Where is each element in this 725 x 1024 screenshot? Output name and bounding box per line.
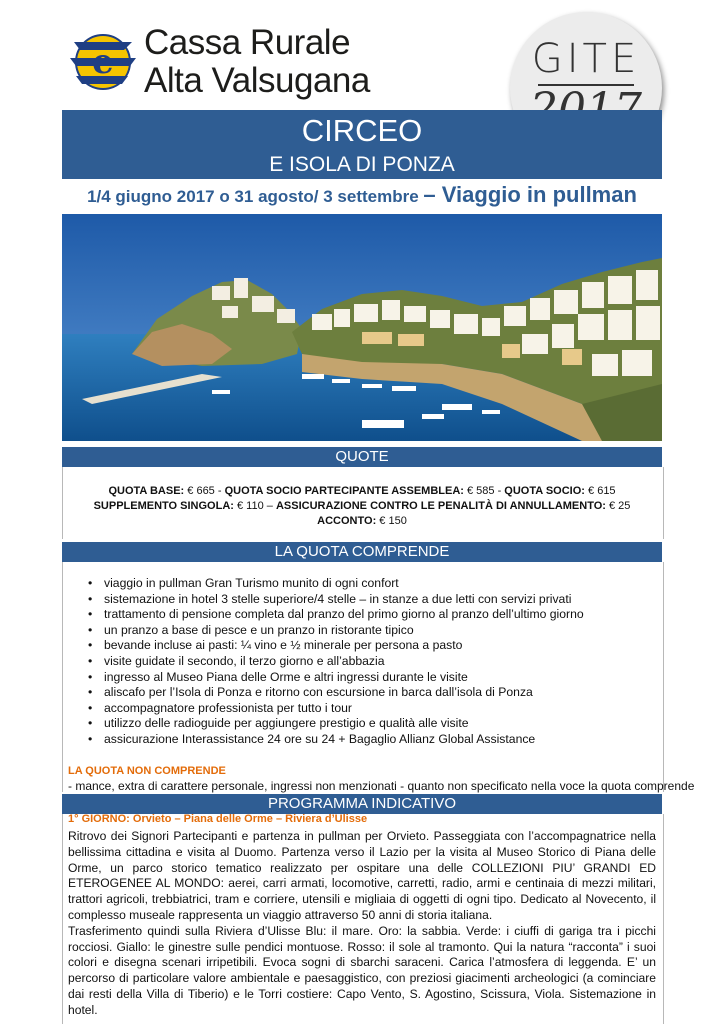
quota-assemblea-value: € 585 - [463,485,505,497]
assicurazione-value: € 25 [605,500,631,512]
supplemento-value: € 110 – [233,500,276,512]
supplemento-label: SUPPLEMENTO SINGOLA: [93,500,234,512]
quota-socio-label: QUOTA SOCIO: [504,485,585,497]
list-item: • trattamento di pensione completa dal pranzo del primo giorno al pranzo dell’ultimo giorno [88,607,584,623]
badge-gite: GITE [531,36,641,82]
list-item: • visite guidate il secondo, il terzo giorno e all’abbazia [88,654,584,670]
non-comprende-text: - mance, extra di carattere personale, ingressi non menzionati - quanto non specificato nella voce la quota comprende [68,779,695,793]
list-item: • bevande incluse ai pasti: ¼ vino e ½ minerale per persona a pasto [88,638,584,654]
quota-base-label: QUOTA BASE: [108,485,185,497]
quota-assemblea-label: QUOTA SOCIO PARTECIPANTE ASSEMBLEA: [224,485,464,497]
quota-base-value: € 665 - [184,485,225,497]
included-list [88,576,584,748]
quote-details [62,484,662,529]
ponza-harbour-photo [62,214,662,441]
quote-line-3 [62,514,662,529]
logo-line1: Cassa Rurale [144,23,351,62]
cassa-rurale-emblem-icon [66,24,140,98]
programma-paragraph-1: Ritrovo dei Signori Partecipanti e partenza in pullman per Orvieto. Passeggiata con l’accompagnatrice nella bellissima cittadina e visita al Duomo. Partenza verso il Lazio per la visita al Museo Storico di Piana delle Orme, un parco storico tematico realizzato per ospitare una delle COLLEZIONI PIU’ GRANDI ED ETEROGENEE AL MONDO: aerei, carri armati, locomotive, carretti, radio, armi e centinaia di mezzi militari, trattori agricoli, trebbiatrici, tram e corriere, utensili e migliaia di oggetti di ogni tipo. Dedicato al Novecento, il complesso museale rappresenta un viaggio attraverso 50 anni di storia italiana. [68,829,656,922]
day1-title: 1° GIORNO: Orvieto – Piana delle Orme – Riviera d’Ulisse [68,813,368,825]
programma-text [68,829,656,1019]
page-subtitle: E ISOLA DI PONZA [269,153,455,176]
list-item: • viaggio in pullman Gran Turismo munito di ogni confort [88,576,584,592]
list-item: • assicurazione Interassistance 24 ore su 24 + Bagaglio Allianz Global Assistance [88,732,584,748]
programma-paragraph-2: Trasferimento quindi sulla Riviera d’Ulisse Blu: il mare. Oro: la sabbia. Verde: i ciuffi di gariga tra i picchi rocciosi. Giallo: le ginestre sulle pendici montuose. Rosso: il sole al tramonto. Qui la natura “racconta” i suoi colori e disegna scenari irripetibili. Evoca sogni di sbarchi saraceni. Carica l’atmosfera di leggenda. E’ un percorso di particolare valore ambientale e paesaggistico, con preziosi giacimenti archeologici (a cominciare dai resti della Villa di Tiberio) e le Torri costiere: Capo Vento, S. Agostino, Scissura, Viola. Sistemazione in hotel. [68,923,656,1017]
assicurazione-label: ASSICURAZIONE CONTRO LE PENALITÀ DI ANNULLAMENTO: [275,500,606,512]
bank-logo [66,23,370,100]
page-title: CIRCEO [301,113,423,148]
list-item: • sistemazione in hotel 3 stelle superiore/4 stelle – in stanze a due letti con servizi privati [88,592,584,608]
quota-socio-value: € 615 [584,485,616,497]
non-comprende-title: LA QUOTA NON COMPRENDE [68,765,226,777]
list-item: • accompagnatore professionista per tutto i tour [88,701,584,717]
logo-line2: Alta Valsugana [144,61,370,100]
trip-dates [62,182,662,208]
quote-line-1 [62,484,662,499]
acconto-label: ACCONTO: [317,515,377,527]
svg-text:e: e [92,42,114,82]
comprende-header: LA QUOTA COMPRENDE [62,542,662,562]
list-item: • un pranzo a base di pesce e un pranzo in ristorante tipico [88,623,584,639]
quote-header: QUOTE [62,447,662,467]
travel-mode: – Viaggio in pullman [423,182,637,207]
acconto-value: € 150 [376,515,407,527]
list-item: • utilizzo delle radioguide per aggiungere prestigio e qualità alle visite [88,716,584,732]
list-item: • ingresso al Museo Piana delle Orme e altri ingressi durante le visite [88,670,584,686]
dates-text: 1/4 giugno 2017 o 31 agosto/ 3 settembre [87,187,424,206]
programma-header: PROGRAMMA INDICATIVO [62,794,662,814]
title-band [62,110,662,179]
list-item: • aliscafo per l’Isola di Ponza e ritorno con escursione in barca dall’isola di Ponza [88,685,584,701]
quote-line-2 [62,499,662,514]
